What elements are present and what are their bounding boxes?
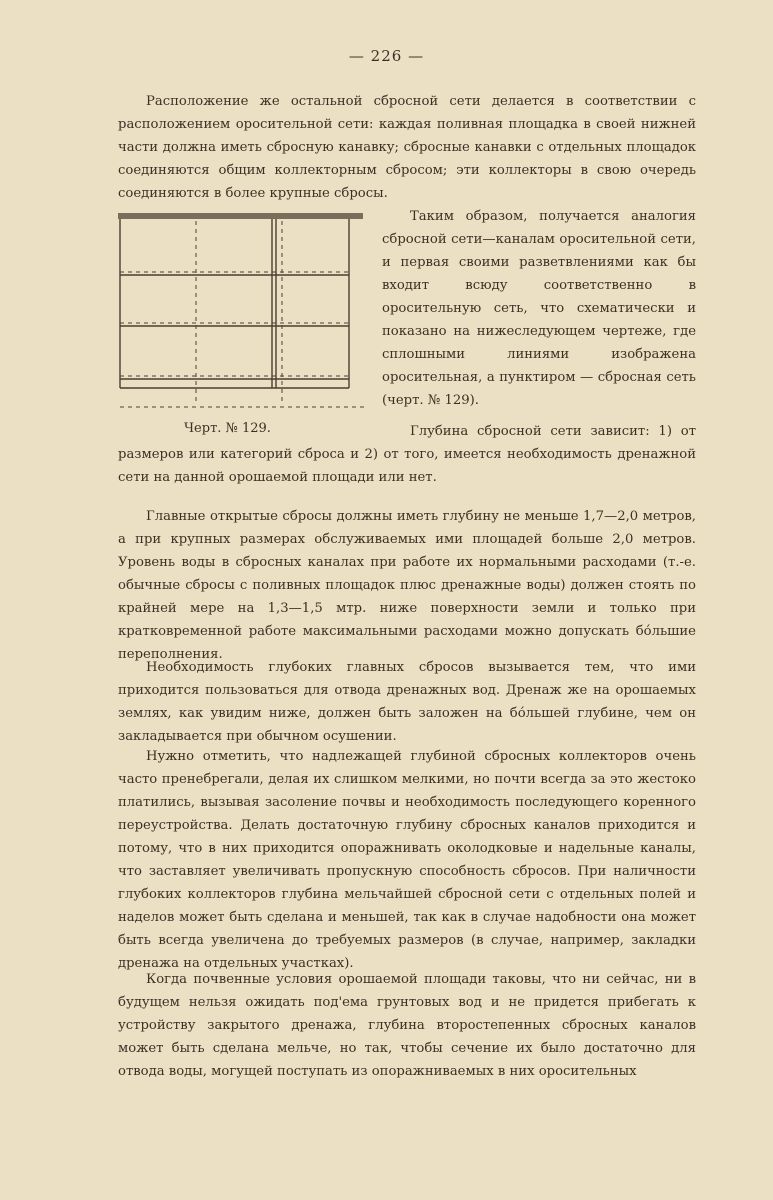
figure-129 [118, 205, 368, 441]
paragraph-2: Таким образом, получается аналогия сбросной сети—каналам оросительной сети, и первая своими разветвлениями как бы входит всюду соответственно в оросительную сеть, что схематически и показано на нижеследующем чертеже, где сплошными линиями изображена оросительная, а пунктиром — сбросная сеть (черт. № 129). [382, 209, 696, 408]
paragraph-3: Глубина сбросной сети зависит: 1) от размеров или категорий сброса и 2) от того, имеется необходимость дренажной сети на данной орошаемой площади или нет. [118, 424, 696, 485]
paragraph-6: Нужно отметить, что надлежащей глубиной сбросных коллекторов очень часто пренебрегали, делая их слишком мелкими, но почти всегда за это жестоко платились, вызывая засоление почвы и необходимость последующего коренного переустройства. Делать достаточную глубину сбросных каналов приходится и потому, что в них приходится опоражнивать околодковые и надельные каналы, что заставляет увеличивать пропускную способность сбросов. При наличности глубоких коллекторов глубина мельчайшей сбросной сети с отдельных полей и наделов может быть сделана и меньшей, так как в случае надобности она может быть всегда увеличена до требуемых размеров (в случае, например, закладки дренажа на отдельных участках). [118, 749, 696, 971]
irrigation-network-diagram [118, 213, 368, 418]
main-canal-line [118, 213, 363, 219]
paragraph-5: Необходимость глубоких главных сбросов вызывается тем, что ими приходится пользоваться для отвода дренажных вод. Дренаж же на орошаемых землях, как увидим ниже, должен быть заложен на бо́льшей глубине, чем он закладывается при обычном осушении. [118, 660, 696, 744]
figure-wrap-block [118, 205, 696, 489]
paragraph-4: Главные открытые сбросы должны иметь глубину не меньше 1,7—2,0 метров, а при крупных размерах обслуживаемых ими площадей больше 2,0 метров. Уровень воды в сбросных каналах при работе их нормальными расходами (т.-е. обычные сбросы с поливных площадок плюс дренажные воды) должен стоять по крайней мере на 1,3—1,5 мтр. ниже поверхности земли и только при кратковременной работе максимальными расходами можно допускать бо́льшие переполнения. [118, 509, 696, 662]
irrigation-solid-lines [120, 219, 349, 388]
paragraph-1: Расположение же остальной сбросной сети делается в соответствии с расположением оросительной сети: каждая поливная площадка в своей нижней части должна иметь сбросную канавку; сбросные канавки с отдельных площадок соединяются общим коллекторным сбросом; эти коллекторы в свою очередь соединяются в более крупные сбросы. [118, 94, 696, 201]
figure-caption: Черт. № 129. [184, 421, 271, 436]
paragraph-7: Когда почвенные условия орошаемой площади таковы, что ни сейчас, ни в будущем нельзя ожидать под'ема грунтовых вод и не придется прибегать к устройству закрытого дренажа, глубина второстепенных сбросных каналов может быть сделана мельче, но так, чтобы сечение их было достаточно для отвода воды, могущей поступать из опоражниваемых в них оросительных [118, 972, 696, 1079]
page-number: — 226 — [348, 47, 425, 65]
